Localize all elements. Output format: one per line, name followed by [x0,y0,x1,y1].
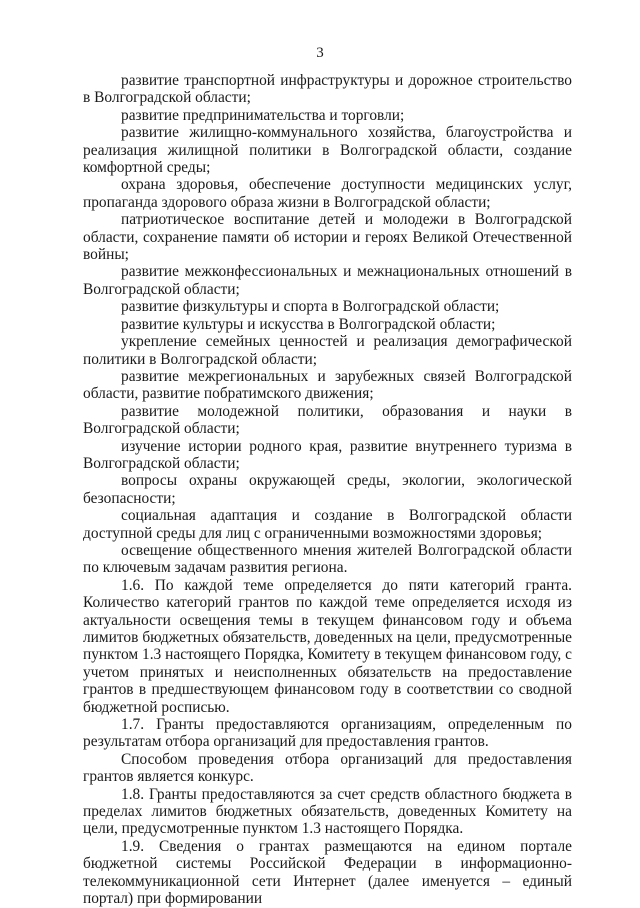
clause-1-6: 1.6. По каждой теме определяется до пяти категорий гранта. Количество категорий грантов по каждой теме определяется исходя из актуальности освещения темы в текущем финансовом году и объема лимитов бюджетных обязательств, доведенных на цели, предусмотренные пунктом 1.3 настоящего Порядка, Комитету в текущем финансовом году, с учетом принятых и неисполненных обязательств на предоставление грантов в предшествующем финансовом году в соответствии со сводной бюджетной росписью. [83,576,572,716]
document-body [83,72,572,908]
list-item-public-opinion: освещение общественного мнения жителей Волгоградской области по ключевым задачам развития региона. [83,541,572,577]
list-item-social: социальная адаптация и создание в Волгоградской области доступной среды для лиц с ограниченными возможностями здоровья; [83,507,572,542]
list-item-interethnic: развитие межконфессиональных и межнациональных отношений в Волгоградской области; [83,263,572,298]
list-item-housing: развитие жилищно-коммунального хозяйства, благоустройства и реализация жилищной политики в Волгоградской области, создание комфортной среды; [83,124,572,177]
clause-1-9: 1.9. Сведения о грантах размещаются на едином портале бюджетной системы Российской Федерации в информационно-телекоммуникационной сети Интернет (далее именуется – единый портал) при формировании [83,837,572,908]
list-item-ecology: вопросы охраны окружающей среды, экологии, экологической безопасности; [83,472,572,507]
list-item-transport: развитие транспортной инфраструктуры и дорожное строительство в Волгоградской области; [83,72,572,107]
list-item-tourism: изучение истории родного края, развитие внутреннего туризма в Волгоградской области; [83,437,572,472]
list-item-health: охрана здоровья, обеспечение доступности медицинских услуг, пропаганда здорового образа жизни в Волгоградской области; [83,176,572,211]
list-item-business: развитие предпринимательства и торговли; [121,106,405,124]
clause-1-8: 1.8. Гранты предоставляются за счет средств областного бюджета в пределах лимитов бюджетных обязательств, доведенных Комитету на цели, предусмотренные пунктом 1.3 настоящего Порядка. [83,785,572,838]
list-item-interregional: развитие межрегиональных и зарубежных связей Волгоградской области, развитие побратимского движения; [83,367,572,403]
page-number: 3 [316,45,324,61]
list-item-youth: развитие молодежной политики, образования и науки в Волгоградской области; [83,402,572,438]
list-item-patriotic: патриотическое воспитание детей и молодежи в Волгоградской области, сохранение памяти об истории и героях Великой Отечественной войны; [83,211,572,264]
clause-1-7: 1.7. Гранты предоставляются организациям, определенным по результатам отбора организаций для предоставления грантов. [83,716,572,751]
clause-1-7-method: Способом проведения отбора организаций для предоставления грантов является конкурс. [83,750,572,786]
list-item-family: укрепление семейных ценностей и реализация демографической политики в Волгоградской области; [83,333,572,368]
list-item-culture: развитие культуры и искусства в Волгоградской области; [121,315,496,333]
list-item-sport: развитие физкультуры и спорта в Волгоградской области; [121,298,500,316]
